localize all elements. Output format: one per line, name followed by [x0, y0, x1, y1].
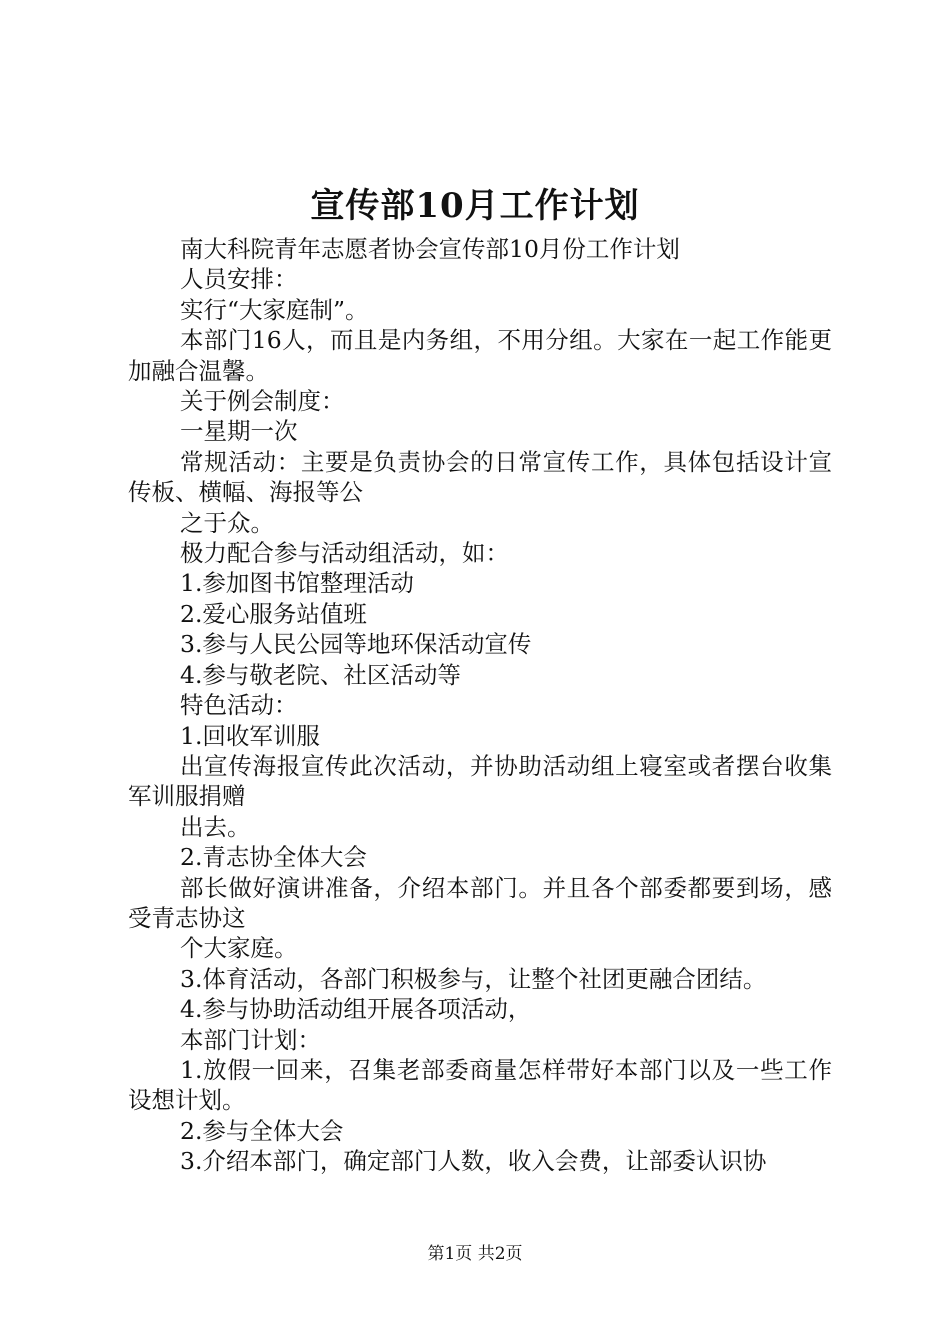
paragraph: 一星期一次: [180, 417, 298, 446]
paragraph: 1.放假一回来，召集老部委商量怎样带好本部门以及一些工作设想计划。: [128, 1055, 832, 1115]
paragraph: 2.参与全体大会: [180, 1116, 344, 1145]
paragraph: 3.介绍本部门，确定部门人数，收入会费，让部委认识协: [180, 1147, 767, 1176]
paragraph: 之于众。: [180, 508, 274, 537]
paragraph: 极力配合参与活动组活动，如：: [180, 539, 509, 568]
paragraph: 1.参加图书馆整理活动: [180, 569, 414, 598]
paragraph: 特色活动：: [180, 691, 298, 720]
paragraph: 本部门计划：: [180, 1025, 321, 1054]
paragraph: 关于例会制度：: [180, 387, 345, 416]
paragraph: 2.爱心服务站值班: [180, 599, 367, 628]
paragraph: 个大家庭。: [180, 934, 298, 963]
paragraph: 本部门16人，而且是内务组，不用分组。大家在一起工作能更加融合温馨。: [128, 326, 832, 385]
paragraph: 南大科院青年志愿者协会宣传部10月份工作计划: [180, 235, 680, 263]
paragraph: 4.参与协助活动组开展各项活动，: [180, 995, 532, 1024]
document-body: [128, 234, 832, 1177]
document-title: 宣传部10月工作计划: [310, 186, 640, 226]
page-footer: 第1页 共2页: [427, 1244, 523, 1264]
paragraph: 3.参与人民公园等地环保活动宣传: [180, 630, 532, 659]
paragraph: 部长做好演讲准备，介绍本部门。并且各个部委都要到场，感受青志协这: [128, 873, 832, 932]
paragraph: 2.青志协全体大会: [180, 843, 367, 872]
paragraph: 常规活动：主要是负责协会的日常宣传工作，具体包括设计宣传板、横幅、海报等公: [128, 447, 832, 507]
paragraph: 4.参与敬老院、社区活动等: [180, 660, 461, 689]
paragraph: 3.体育活动，各部门积极参与，让整个社团更融合团结。: [180, 964, 767, 993]
paragraph: 出去。: [180, 812, 251, 841]
paragraph: 1.回收军训服: [180, 721, 320, 750]
paragraph: 出宣传海报宣传此次活动，并协助活动组上寝室或者摆台收集军训服捐赠: [128, 751, 832, 811]
paragraph: 人员安排：: [180, 265, 298, 294]
paragraph: 实行“大家庭制”。: [180, 295, 369, 324]
